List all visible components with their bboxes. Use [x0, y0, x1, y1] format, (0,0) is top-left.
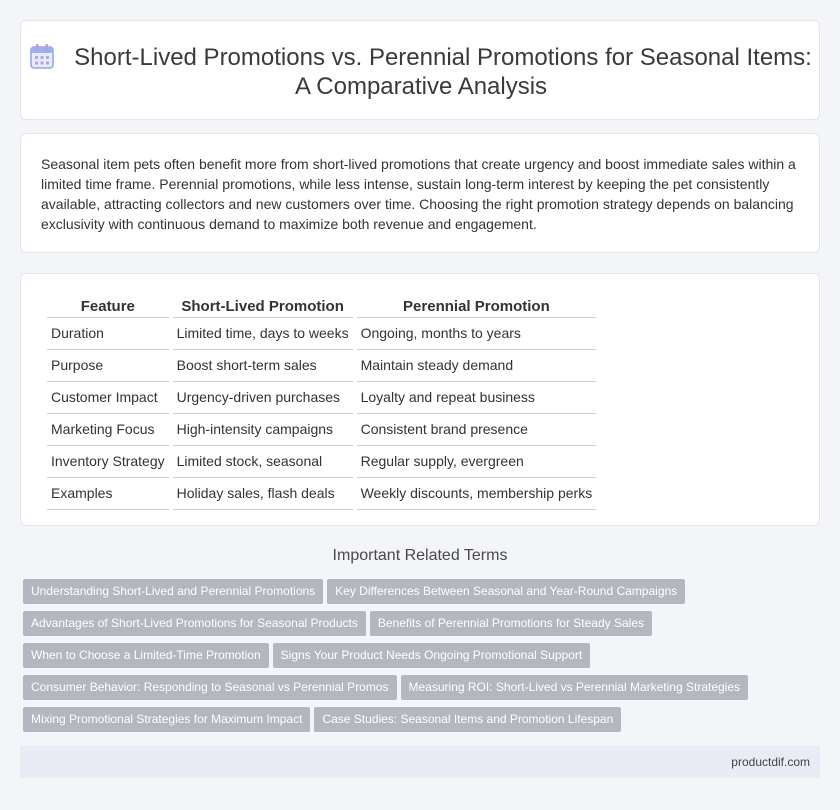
table-row	[47, 382, 596, 414]
footer-site-link[interactable]: productdif.com	[731, 755, 810, 769]
table-cell: Duration	[47, 318, 169, 350]
table-cell: Holiday sales, flash deals	[173, 478, 353, 510]
footer-bar	[20, 746, 820, 778]
related-term-tag[interactable]: Benefits of Perennial Promotions for Steady Sales	[370, 611, 652, 636]
table-cell: Urgency-driven purchases	[173, 382, 353, 414]
column-header-short-lived: Short-Lived Promotion	[173, 294, 353, 318]
table-cell: Purpose	[47, 350, 169, 382]
calendar-icon	[30, 43, 54, 69]
related-term-tag[interactable]: Advantages of Short-Lived Promotions for Seasonal Products	[23, 611, 366, 636]
table-cell: Boost short-term sales	[173, 350, 353, 382]
related-term-tag[interactable]: Signs Your Product Needs Ongoing Promotional Support	[273, 643, 591, 668]
table-cell: Regular supply, evergreen	[357, 446, 597, 478]
table-row	[47, 318, 596, 350]
table-cell: High-intensity campaigns	[173, 414, 353, 446]
page-title: Short-Lived Promotions vs. Perennial Promotions for Seasonal Items: A Comparative Analysis	[74, 44, 812, 100]
comparison-table	[43, 294, 600, 510]
table-row	[47, 446, 596, 478]
intro-paragraph: Seasonal item pets often benefit more from short-lived promotions that create urgency and boost immediate sales within a limited time frame. Perennial promotions, while less intense, sustain long-term interest by keeping the pet consistently available, attracting collectors and new customers over time. Choosing the right promotion strategy depends on balancing exclusivity with continuous demand to maximize both revenue and engagement.	[41, 156, 796, 232]
related-term-tag[interactable]: Case Studies: Seasonal Items and Promotion Lifespan	[314, 707, 621, 732]
related-terms-heading: Important Related Terms	[332, 547, 508, 564]
related-term-tag[interactable]: When to Choose a Limited-Time Promotion	[23, 643, 269, 668]
column-header-feature: Feature	[47, 294, 169, 318]
table-row	[47, 478, 596, 510]
table-cell: Customer Impact	[47, 382, 169, 414]
related-term-tag[interactable]: Measuring ROI: Short-Lived vs Perennial Marketing Strategies	[401, 675, 748, 700]
related-term-tag[interactable]: Key Differences Between Seasonal and Year-Round Campaigns	[327, 579, 685, 604]
tag-row	[23, 675, 823, 707]
related-term-tag[interactable]: Understanding Short-Lived and Perennial Promotions	[23, 579, 323, 604]
table-cell: Limited time, days to weeks	[173, 318, 353, 350]
related-terms-list	[23, 579, 823, 739]
table-cell: Limited stock, seasonal	[173, 446, 353, 478]
table-cell: Consistent brand presence	[357, 414, 597, 446]
table-cell: Loyalty and repeat business	[357, 382, 597, 414]
tag-row	[23, 579, 823, 611]
table-cell: Marketing Focus	[47, 414, 169, 446]
related-term-tag[interactable]: Mixing Promotional Strategies for Maximum Impact	[23, 707, 310, 732]
table-cell: Examples	[47, 478, 169, 510]
page-title-wrap	[21, 43, 821, 101]
related-term-tag[interactable]: Consumer Behavior: Responding to Seasonal vs Perennial Promos	[23, 675, 397, 700]
tag-row	[23, 707, 823, 739]
column-header-perennial: Perennial Promotion	[357, 294, 597, 318]
tag-row	[23, 611, 823, 643]
table-cell: Maintain steady demand	[357, 350, 597, 382]
tag-row	[23, 643, 823, 675]
table-row	[47, 350, 596, 382]
table-cell: Ongoing, months to years	[357, 318, 597, 350]
table-cell: Inventory Strategy	[47, 446, 169, 478]
header-card	[20, 20, 820, 120]
intro-card	[20, 133, 820, 253]
comparison-table-card	[20, 273, 820, 526]
table-cell: Weekly discounts, membership perks	[357, 478, 597, 510]
table-row	[47, 414, 596, 446]
table-header-row	[47, 294, 596, 318]
